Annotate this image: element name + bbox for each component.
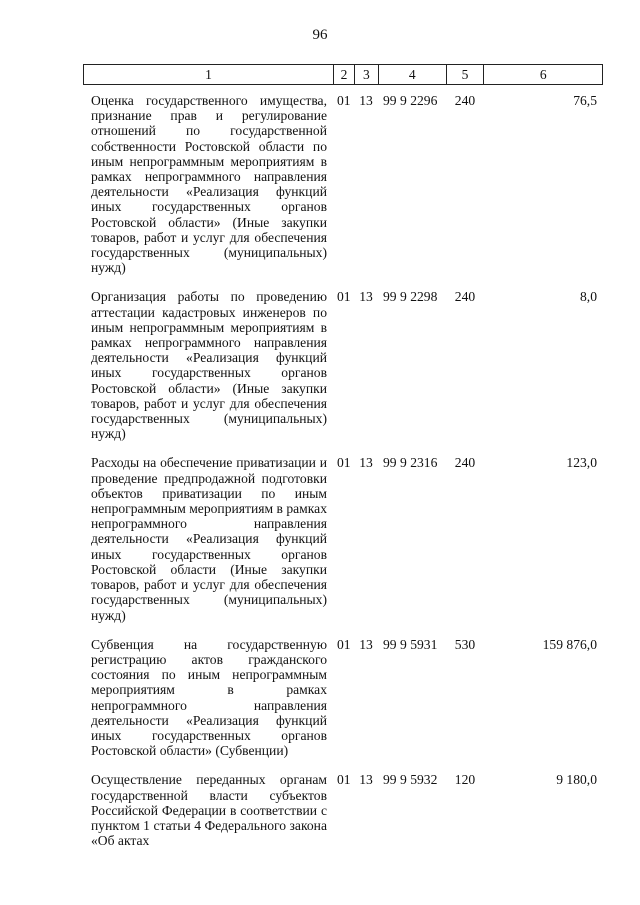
- table-row: [83, 772, 603, 848]
- row-description: Организация работы по проведению аттестации кадастровых инженеров по иным непрограммным мероприятиям в рамках непрограммного направления деятельности «Реализация функций иных государственных органов Ростовской области» (Иные закупки товаров, работ и услуг для обеспечения государственных (муниципальных) нужд): [91, 289, 327, 442]
- row-expense-type-code: 240: [454, 289, 476, 305]
- budget-table: [83, 64, 603, 862]
- table-row: [83, 289, 603, 441]
- row-section-code: 01: [337, 455, 351, 471]
- row-amount: 159 876,0: [542, 636, 597, 652]
- column-number-header: [83, 64, 603, 85]
- page-number: 96: [312, 27, 328, 43]
- table-row: [83, 93, 603, 275]
- row-description: Оценка государственного имущества, признание прав и регулирование отношений по государственной собственности Ростовской области по иным непрограммным мероприятиям в рамках непрограммного направления деятельности «Реализация функций иных государственных органов Ростовской области» (Иные закупки товаров, работ и услуг для обеспечения государственных (муниципальных) нужд): [91, 93, 327, 276]
- row-subsection-code: 13: [359, 772, 373, 788]
- row-amount: 76,5: [573, 93, 597, 108]
- row-target-code: 99 9 5931: [383, 636, 438, 652]
- row-expense-type-code: 240: [454, 93, 476, 108]
- table-row: [83, 455, 603, 622]
- row-subsection-code: 13: [359, 93, 373, 108]
- row-target-code: 99 9 2296: [383, 93, 438, 108]
- row-expense-type-code: 120: [454, 772, 476, 788]
- header-col-6: 6: [483, 65, 602, 84]
- row-target-code: 99 9 5932: [383, 772, 438, 788]
- row-target-code: 99 9 2316: [383, 455, 438, 471]
- header-col-3: 3: [354, 65, 378, 84]
- row-expense-type-code: 240: [454, 455, 476, 471]
- row-section-code: 01: [337, 289, 351, 305]
- row-amount: 8,0: [580, 289, 597, 305]
- row-expense-type-code: 530: [454, 636, 476, 652]
- header-col-5: 5: [446, 65, 484, 84]
- row-section-code: 01: [337, 636, 351, 652]
- row-description: Расходы на обеспечение приватизации и проведение предпродажной подготовки объектов приватизации по иным непрограммным мероприятиям в рамках непрограммного направления деятельности «Реализация функций иных государственных органов Ростовской области (Иные закупки товаров, работ и услуг для обеспечения государственных (муниципальных) нужд): [91, 455, 327, 623]
- row-amount: 123,0: [566, 455, 597, 471]
- row-subsection-code: 13: [359, 636, 373, 652]
- row-section-code: 01: [337, 772, 351, 788]
- header-col-4: 4: [378, 65, 446, 84]
- row-subsection-code: 13: [359, 289, 373, 305]
- row-target-code: 99 9 2298: [383, 289, 438, 305]
- header-col-1: 1: [205, 66, 212, 82]
- row-description: Субвенция на государственную регистрацию актов гражданского состояния по иным непрограммным мероприятиям в рамках непрограммного направления деятельности «Реализация функций иных государственных органов Ростовской области» (Субвенции): [91, 636, 327, 759]
- row-amount: 9 180,0: [556, 772, 597, 788]
- row-description: Осуществление переданных органам государственной власти субъектов Российской Федерации в соответствии с пунктом 1 статьи 4 Федерального закона «Об актах: [91, 772, 327, 849]
- header-col-2: 2: [333, 65, 354, 84]
- row-subsection-code: 13: [359, 455, 373, 471]
- row-section-code: 01: [337, 93, 351, 108]
- table-row: [83, 637, 603, 759]
